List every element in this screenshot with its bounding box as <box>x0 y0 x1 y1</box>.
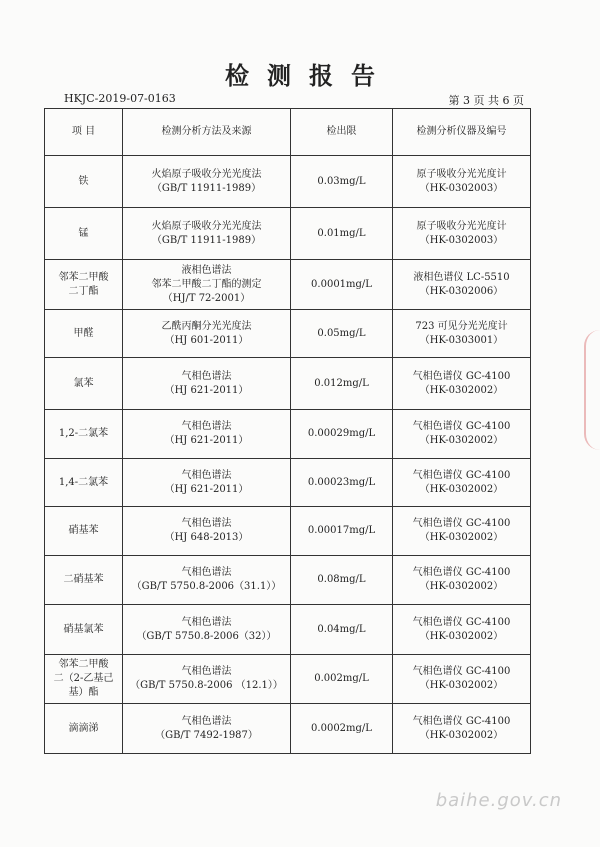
method-cell-line: （HJ 621-2011） <box>164 435 249 446</box>
header-method: 检测分析方法及来源 <box>123 109 291 156</box>
instrument-cell-line: （HK-0302002） <box>419 483 504 495</box>
item-cell-line: 1,2-二氯苯 <box>58 428 109 439</box>
document-title: 检测报告 <box>225 61 393 90</box>
method-cell-line: 气相色谱法 <box>181 715 232 727</box>
method-cell-line: （HJ 621-2011） <box>164 384 249 396</box>
item-cell <box>45 208 123 260</box>
header-instrument: 检测分析仪器及编号 <box>393 109 531 156</box>
item-cell <box>45 556 123 605</box>
method-cell-line: （GB/T 5750.8-2006（31.1）） <box>131 581 282 592</box>
method-cell <box>123 208 291 260</box>
method-cell <box>123 358 291 410</box>
instrument-cell-line: 723 可见分光光度计 <box>415 320 508 332</box>
instrument-cell-line: 气相色谱仪 GC-4100 <box>412 567 511 578</box>
header-item: 项 目 <box>45 109 123 156</box>
method-cell-line: 乙酰丙酮分光光度法 <box>161 320 252 332</box>
method-cell-line: 气相色谱法 <box>181 469 232 481</box>
instrument-cell-line: 原子吸收分光光度计 <box>416 168 507 180</box>
instrument-cell-line: （HK-0302002） <box>419 680 504 691</box>
method-cell-line: （GB/T 11911-1989） <box>151 234 262 246</box>
table-row <box>45 556 531 605</box>
limit-cell: 0.00023mg/L <box>291 459 393 507</box>
method-cell-line: （HJ 621-2011） <box>164 483 249 495</box>
limit-cell: 0.01mg/L <box>291 208 393 260</box>
instrument-cell <box>393 410 531 459</box>
limit-cell: 0.00029mg/L <box>291 410 393 459</box>
instrument-cell-line: （HK-0302002） <box>419 729 504 741</box>
method-cell-line: 气相色谱法 <box>181 666 232 677</box>
item-cell <box>45 459 123 507</box>
limit-cell: 0.012mg/L <box>291 358 393 410</box>
item-cell-line: 基）酯 <box>68 687 99 698</box>
item-cell-line: 二（2-乙基己 <box>53 673 114 684</box>
instrument-cell-line: （HK-0302002） <box>419 435 504 446</box>
table-row <box>45 704 531 754</box>
method-cell-line: 邻苯二甲酸二丁酯的测定 <box>151 278 262 290</box>
method-cell-line: （GB/T 7492-1987） <box>155 729 258 741</box>
item-cell-line: 1,4-二氯苯 <box>58 476 109 488</box>
table-body <box>45 156 531 754</box>
instrument-cell-line: （HK-0302006） <box>419 285 504 297</box>
page-info: 第 3 页 共 6 页 <box>448 94 524 107</box>
method-cell-line: 火焰原子吸收分光光度法 <box>151 220 262 232</box>
item-cell-line: 滴滴涕 <box>68 722 99 734</box>
item-cell-line: 硝基氯苯 <box>63 623 104 635</box>
item-cell <box>45 605 123 655</box>
method-cell <box>123 605 291 655</box>
table-row <box>45 655 531 704</box>
instrument-cell-line: 气相色谱仪 GC-4100 <box>412 518 511 529</box>
method-cell <box>123 655 291 704</box>
method-cell-line: 火焰原子吸收分光光度法 <box>151 168 262 180</box>
instrument-cell-line: （HK-0302002） <box>419 581 504 592</box>
limit-cell: 0.04mg/L <box>291 605 393 655</box>
instrument-cell <box>393 208 531 260</box>
watermark: baihe.gov.cn <box>435 790 562 811</box>
instrument-cell-line: （HK-0302003） <box>419 182 504 194</box>
table-row <box>45 310 531 358</box>
table-row <box>45 507 531 556</box>
method-cell <box>123 459 291 507</box>
method-cell-line: （GB/T 5750.8-2006（32）） <box>136 630 277 642</box>
instrument-cell-line: 气相色谱仪 GC-4100 <box>412 469 511 481</box>
instrument-cell <box>393 358 531 410</box>
instrument-cell <box>393 704 531 754</box>
limit-cell: 0.03mg/L <box>291 156 393 208</box>
instrument-cell-line: 气相色谱仪 GC-4100 <box>412 421 511 432</box>
item-cell-line: 二丁酯 <box>68 285 99 297</box>
instrument-cell <box>393 156 531 208</box>
method-cell <box>123 507 291 556</box>
method-cell-line: 气相色谱法 <box>181 518 232 529</box>
instrument-cell <box>393 556 531 605</box>
instrument-cell-line: （HK-0302002） <box>419 630 504 642</box>
instrument-cell-line: 气相色谱仪 GC-4100 <box>412 666 511 677</box>
method-cell <box>123 260 291 310</box>
method-cell-line: （GB/T 11911-1989） <box>151 182 262 194</box>
item-cell <box>45 655 123 704</box>
method-cell <box>123 410 291 459</box>
instrument-cell-line: 液相色谱仪 LC-5510 <box>413 271 510 283</box>
instrument-cell <box>393 260 531 310</box>
table-row <box>45 410 531 459</box>
report-number: HKJC-2019-07-0163 <box>64 92 176 105</box>
item-cell <box>45 156 123 208</box>
item-cell <box>45 260 123 310</box>
limit-cell: 0.0002mg/L <box>291 704 393 754</box>
method-cell <box>123 156 291 208</box>
table-row <box>45 156 531 208</box>
method-cell-line: （GB/T 5750.8-2006 （12.1）） <box>130 680 283 691</box>
seal-stamp-fragment <box>584 330 600 450</box>
limit-cell: 0.00017mg/L <box>291 507 393 556</box>
instrument-cell-line: （HK-0302002） <box>419 532 504 543</box>
method-cell-line: （HJ 601-2011） <box>164 334 249 346</box>
instrument-cell-line: （HK-0303001） <box>419 334 504 346</box>
method-cell-line: （HJ/T 72-2001） <box>162 292 251 304</box>
item-cell <box>45 507 123 556</box>
limit-cell: 0.002mg/L <box>291 655 393 704</box>
table-row <box>45 260 531 310</box>
instrument-cell-line: （HK-0302002） <box>419 384 504 396</box>
instrument-cell <box>393 507 531 556</box>
method-cell <box>123 556 291 605</box>
item-cell <box>45 358 123 410</box>
item-cell-line: 邻苯二甲酸 <box>58 271 109 283</box>
test-method-table <box>44 108 531 754</box>
table-header-row <box>45 109 531 156</box>
limit-cell: 0.08mg/L <box>291 556 393 605</box>
table-row <box>45 358 531 410</box>
item-cell-line: 硝基苯 <box>68 525 99 536</box>
item-cell <box>45 410 123 459</box>
instrument-cell <box>393 605 531 655</box>
method-cell <box>123 704 291 754</box>
item-cell-line: 邻苯二甲酸 <box>58 659 109 670</box>
table-row <box>45 459 531 507</box>
method-cell-line: （HJ 648-2013） <box>164 532 249 543</box>
method-cell-line: 气相色谱法 <box>181 567 232 578</box>
item-cell-line: 铁 <box>78 175 89 187</box>
table-row <box>45 605 531 655</box>
item-cell-line: 锰 <box>78 227 89 239</box>
instrument-cell-line: 气相色谱仪 GC-4100 <box>412 715 511 727</box>
instrument-cell <box>393 310 531 358</box>
item-cell-line: 氯苯 <box>73 377 94 389</box>
method-cell-line: 气相色谱法 <box>181 370 232 382</box>
method-cell-line: 液相色谱法 <box>181 264 232 276</box>
method-cell-line: 气相色谱法 <box>181 421 232 432</box>
instrument-cell <box>393 655 531 704</box>
instrument-cell-line: （HK-0302003） <box>419 234 504 246</box>
header-limit: 检出限 <box>291 109 393 156</box>
item-cell <box>45 310 123 358</box>
limit-cell: 0.0001mg/L <box>291 260 393 310</box>
item-cell <box>45 704 123 754</box>
item-cell-line: 二硝基苯 <box>63 574 104 585</box>
method-cell-line: 气相色谱法 <box>181 616 232 628</box>
instrument-cell-line: 气相色谱仪 GC-4100 <box>412 370 511 382</box>
method-cell <box>123 310 291 358</box>
instrument-cell <box>393 459 531 507</box>
instrument-cell-line: 原子吸收分光光度计 <box>416 220 507 232</box>
table-row <box>45 208 531 260</box>
instrument-cell-line: 气相色谱仪 GC-4100 <box>412 616 511 628</box>
item-cell-line: 甲醛 <box>73 327 94 339</box>
limit-cell: 0.05mg/L <box>291 310 393 358</box>
